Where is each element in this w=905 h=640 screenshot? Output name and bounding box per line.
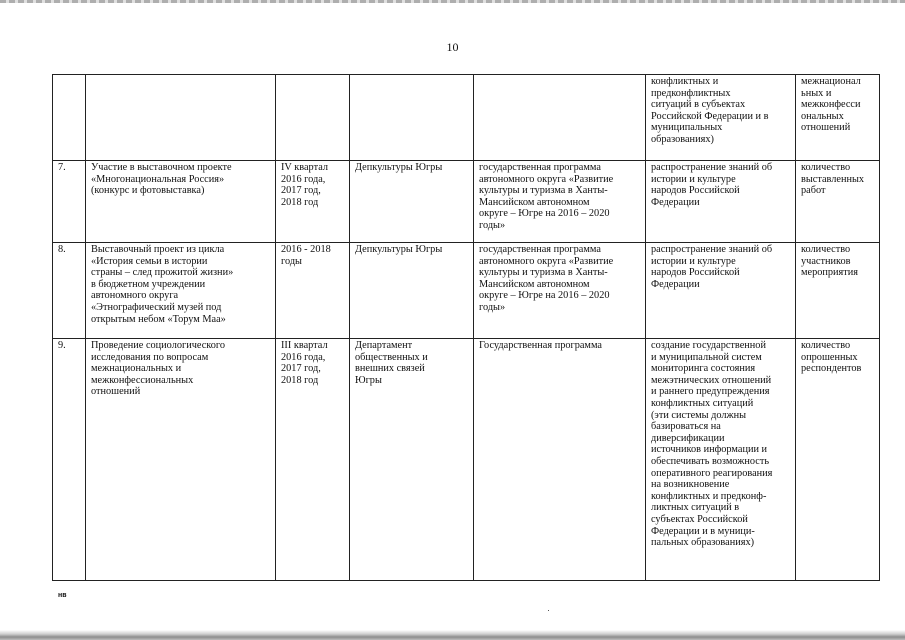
table-row	[53, 243, 880, 339]
measures-table	[52, 74, 880, 581]
cell-result: распространение знаний об истории и культуре народов Российской Федерации	[646, 161, 796, 243]
cell-indicator: количество опрошенных респондентов	[796, 339, 880, 581]
cell-event: Выставочный проект из цикла «История семьи в истории страны – след прожитой жизни» в бюджетном учреждении автономного округа «Этнографический музей под открытым небом «Торум Маа»	[86, 243, 276, 339]
cell-executor: Депкультуры Югры	[350, 243, 474, 339]
table-row	[53, 161, 880, 243]
cell-num	[53, 75, 86, 161]
cell-source: государственная программа автономного округа «Развитие культуры и туризма в Ханты- Мансийском автономном округе – Югре на 2016 – 2020 годы»	[474, 243, 646, 339]
cell-source: государственная программа автономного округа «Развитие культуры и туризма в Ханты- Мансийском автономном округе – Югре на 2016 – 2020 годы»	[474, 161, 646, 243]
footer-mark: нв	[58, 592, 67, 599]
cell-result: конфликтных и предконфликтных ситуаций в субъектах Российской Федерации и в муниципальных образованиях)	[646, 75, 796, 161]
table-row	[53, 339, 880, 581]
cell-executor: Департамент общественных и внешних связей Югры	[350, 339, 474, 581]
cell-period: III квартал 2016 года, 2017 год, 2018 год	[276, 339, 350, 581]
cell-result: создание государственной и муниципальной систем мониторинга состояния межэтнических отношений и раннего предупреждения конфликтных ситуаций (эти системы должны базироваться на диверсификации источников информации и обеспечивать возможность оперативного реагирования на возникновение конфликтных и предконф- ликтных ситуаций в субъектах Российской Федерации и в муници- пальных образованиях)	[646, 339, 796, 581]
cell-period: IV квартал 2016 года, 2017 год, 2018 год	[276, 161, 350, 243]
cell-period: 2016 - 2018 годы	[276, 243, 350, 339]
cell-num: 9.	[53, 339, 86, 581]
cell-executor: Депкультуры Югры	[350, 161, 474, 243]
page-number: 10	[446, 40, 459, 54]
table-body	[53, 75, 880, 581]
cell-event	[86, 75, 276, 161]
cell-indicator: количество выставленных работ	[796, 161, 880, 243]
cell-source: Государственная программа	[474, 339, 646, 581]
cell-event: Участие в выставочном проекте «Многонациональная Россия» (конкурс и фотовыставка)	[86, 161, 276, 243]
scan-edge-top	[0, 0, 905, 3]
cell-executor	[350, 75, 474, 161]
cell-num: 8.	[53, 243, 86, 339]
scan-speck	[548, 610, 549, 611]
cell-period	[276, 75, 350, 161]
table-row	[53, 75, 880, 161]
cell-source	[474, 75, 646, 161]
cell-indicator: межнационал ьных и межконфесси ональных отношений	[796, 75, 880, 161]
cell-num: 7.	[53, 161, 86, 243]
cell-indicator: количество участников мероприятия	[796, 243, 880, 339]
cell-event: Проведение социологического исследования по вопросам межнациональных и межконфессиональных отношений	[86, 339, 276, 581]
cell-result: распространение знаний об истории и культуре народов Российской Федерации	[646, 243, 796, 339]
scan-edge-bottom	[0, 630, 905, 640]
